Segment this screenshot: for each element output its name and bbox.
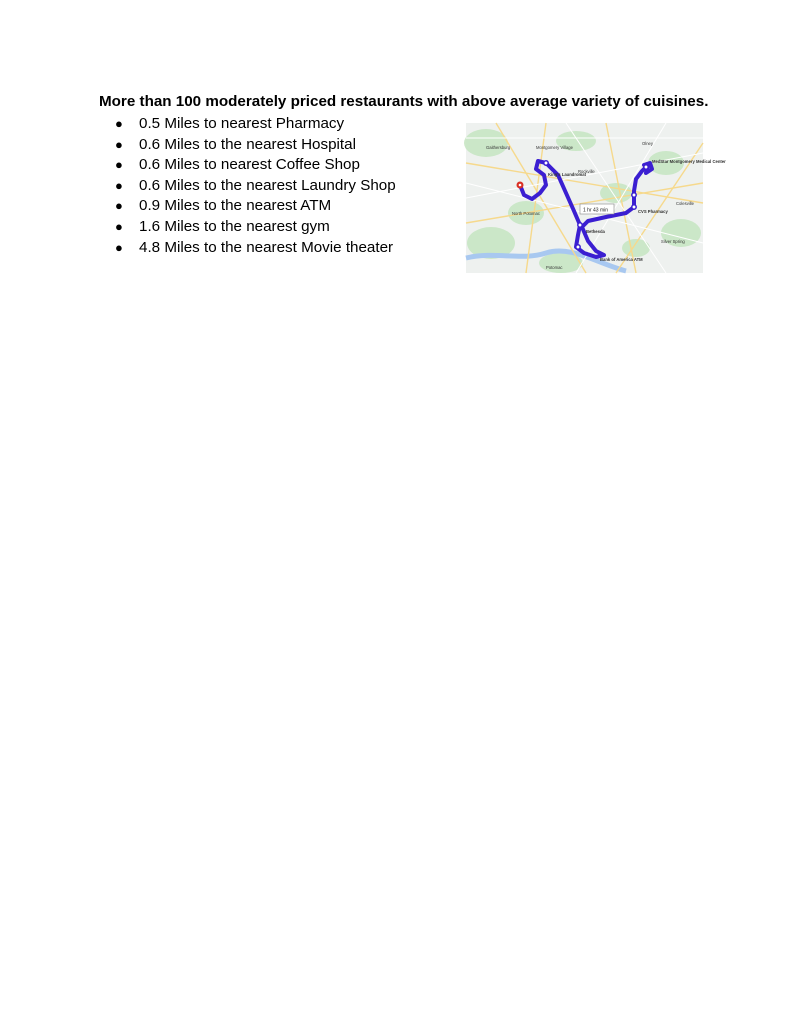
amenity-text: 0.6 Miles to the nearest Hospital: [139, 135, 356, 153]
map-label: Montgomery Village: [536, 145, 573, 150]
map-label: Gaithersburg: [486, 145, 511, 150]
list-item: [115, 114, 396, 135]
bullet-icon: ●: [115, 116, 123, 131]
map-label: Olney: [642, 141, 653, 146]
drive-time-callout: [580, 204, 614, 214]
list-item: [115, 196, 396, 217]
map-label: Bank of America ATM: [600, 257, 643, 262]
bullet-icon: ●: [115, 218, 123, 234]
map-label: Bethesda: [586, 229, 605, 234]
map-label: King's Laundromat: [548, 172, 586, 177]
amenity-text: 1.6 Miles to the nearest gym: [139, 217, 330, 235]
amenity-text: 4.8 Miles to the nearest Movie theater: [139, 238, 394, 256]
drive-time-label: 1 hr 43 min: [583, 207, 609, 214]
bullet-icon: ●: [115, 157, 123, 173]
route-map-svg: [466, 123, 726, 273]
bullet-icon: ●: [115, 198, 123, 214]
bullet-icon: ●: [115, 239, 123, 255]
amenity-text: 0.9 Miles to the nearest ATM: [139, 197, 332, 215]
list-item: [115, 217, 396, 238]
amenity-text: 0.6 Miles to the nearest Laundry Shop: [139, 176, 396, 194]
map-label: Colesville: [676, 201, 694, 206]
map-label: North Potomac: [512, 211, 540, 216]
route-map-image: [466, 123, 726, 273]
amenity-list: [115, 114, 396, 258]
amenity-text: 0.5 Miles to nearest Pharmacy: [139, 115, 345, 132]
bullet-icon: ●: [115, 136, 123, 152]
list-item: [115, 155, 396, 176]
list-item: [115, 238, 396, 259]
amenity-text: 0.6 Miles to nearest Coffee Shop: [139, 156, 360, 174]
map-label: Silver Spring: [661, 239, 685, 244]
map-label: Potomac: [546, 265, 563, 270]
map-label: CVS Pharmacy: [638, 209, 668, 214]
bullet-icon: ●: [115, 177, 123, 193]
page-heading: More than 100 moderately priced restaurants with above average variety of cuisines.: [99, 93, 709, 110]
map-pin-icon: [517, 182, 524, 189]
map-label: Rockville: [578, 169, 595, 174]
list-item: [115, 135, 396, 156]
map-label: MedStar Montgomery Medical Center: [652, 159, 726, 164]
list-item: [115, 176, 396, 197]
